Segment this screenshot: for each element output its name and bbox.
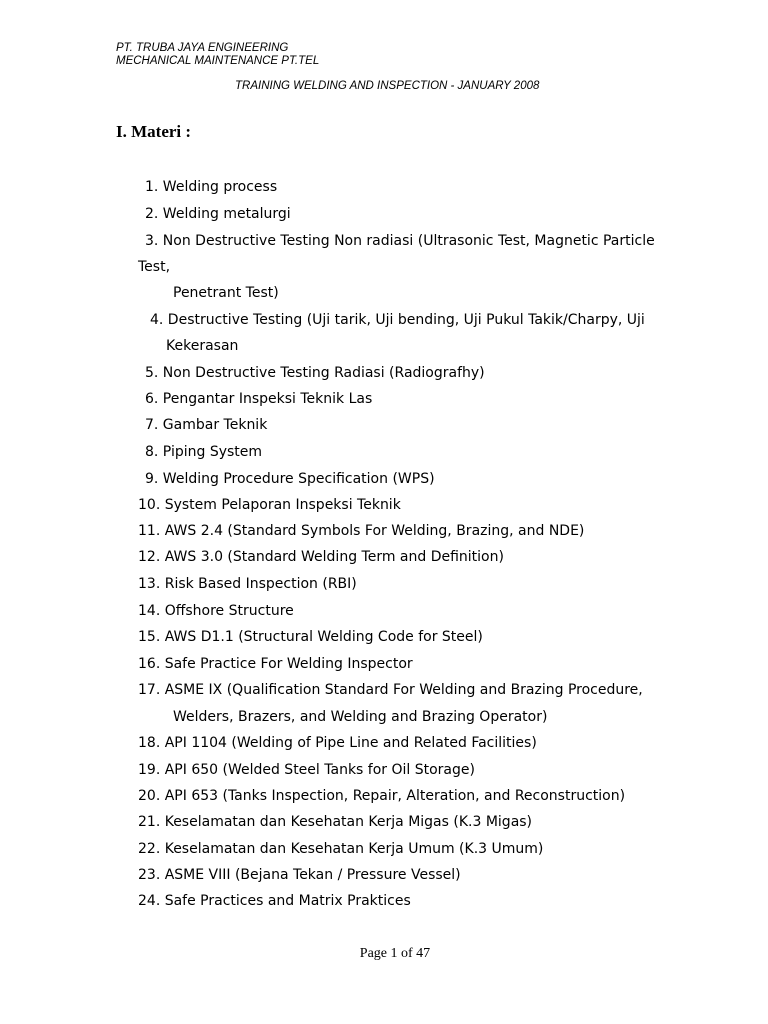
list-item-continuation: Penetrant Test) [173,285,279,301]
list-item: 5. Non Destructive Testing Radiasi (Radiografhy) [145,365,485,381]
list-item: 14. Offshore Structure [138,603,294,619]
list-item: 8. Piping System [145,444,263,460]
list-item: 7. Gambar Teknik [145,417,268,433]
list-item: 19. API 650 (Welded Steel Tanks for Oil Storage) [138,762,475,778]
list-item: 12. AWS 3.0 (Standard Welding Term and Definition) [138,549,504,565]
list-item: 21. Keselamatan dan Kesehatan Kerja Migas (K.3 Migas) [138,814,533,830]
list-item: 24. Safe Practices and Matrix Praktices [138,893,411,909]
page-number: Page 1 of 47 [359,946,431,961]
list-item: 3. Non Destructive Testing Non radiasi (Ultrasonic Test, Magnetic Particle [145,233,655,249]
company-name: PT. TRUBA JAYA ENGINEERING [116,42,289,54]
list-item-continuation: Welders, Brazers, and Welding and Brazing Operator) [173,709,548,725]
list-item-continuation: Test, [138,259,171,275]
section-heading: I. Materi : [116,122,192,141]
list-item: 4. Destructive Testing (Uji tarik, Uji bending, Uji Pukul Takik/Charpy, Uji [150,312,645,328]
list-item: 13. Risk Based Inspection (RBI) [138,576,357,592]
list-item: 22. Keselamatan dan Kesehatan Kerja Umum (K.3 Umum) [138,841,544,857]
list-item: 16. Safe Practice For Welding Inspector [138,656,413,672]
list-item-continuation: Kekerasan [166,338,239,354]
division-name: MECHANICAL MAINTENANCE PT.TEL [116,55,320,67]
list-item: 2. Welding metalurgi [145,206,291,222]
list-item: 9. Welding Procedure Specification (WPS) [145,471,435,487]
list-item: 11. AWS 2.4 (Standard Symbols For Welding, Brazing, and NDE) [138,523,585,539]
list-item: 10. System Pelaporan Inspeksi Teknik [138,497,401,513]
list-item: 6. Pengantar Inspeksi Teknik Las [145,391,373,407]
list-item: 18. API 1104 (Welding of Pipe Line and Related Facilities) [138,735,537,751]
list-item: 17. ASME IX (Qualification Standard For Welding and Brazing Procedure, [138,682,643,698]
list-item: 15. AWS D1.1 (Structural Welding Code for Steel) [138,629,483,645]
list-item: 23. ASME VIII (Bejana Tekan / Pressure Vessel) [138,867,461,883]
list-item: 20. API 653 (Tanks Inspection, Repair, Alteration, and Reconstruction) [138,788,626,804]
list-item: 1. Welding process [145,179,278,195]
training-title: TRAINING WELDING AND INSPECTION - JANUARY 2008 [235,80,540,92]
